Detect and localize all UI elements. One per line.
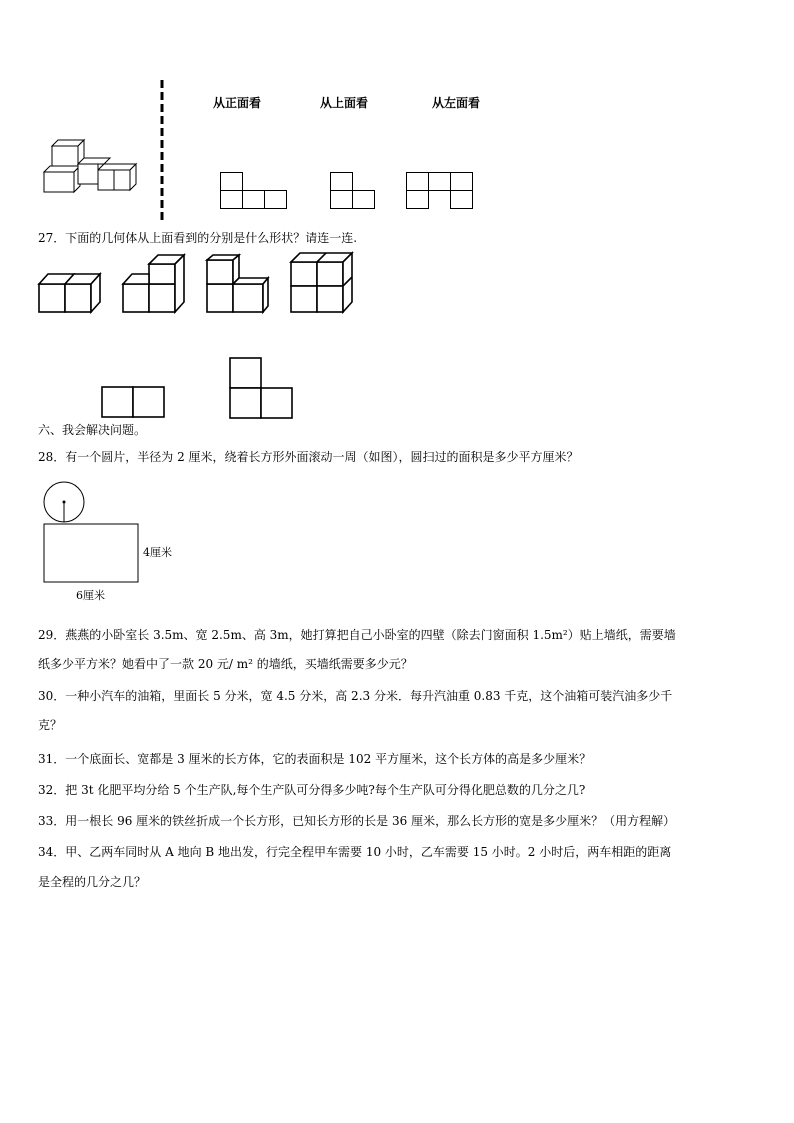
q32-text: 32．把 3t 化肥平均分给 5 个生产队,每个生产队可分得多少吨?每个生产队可分得化肥总数的几分之几?	[38, 783, 586, 797]
front-view-shape	[220, 172, 290, 212]
dashed-divider	[160, 80, 164, 222]
solid-1	[38, 270, 102, 314]
q29-line2: 纸多少平方米？她看中了一款 20 元/ m² 的墙纸，买墙纸需要多少元？	[38, 657, 413, 671]
cube-stack-figure	[40, 138, 140, 196]
q27-text: 27．下面的几何体从上面看到的分别是什么形状？请连一连.	[38, 231, 358, 245]
circle-rectangle-figure	[40, 480, 180, 585]
q30-line1: 30．一种小汽车的油箱，里面长 5 分米，宽 4.5 分米，高 2.3 分米．每升汽油重 0.83 千克，这个油箱可装汽油多少千	[38, 689, 673, 703]
answer-shape-1	[101, 386, 167, 420]
q34-line1: 34．甲、乙两车同时从 A 地向 B 地出发，行完全程甲车需要 10 小时，乙车需要 15 小时。2 小时后，两车相距的距离	[38, 845, 672, 859]
q30-line2: 克？	[38, 718, 63, 732]
q34-line2: 是全程的几分之几？	[38, 875, 147, 889]
solid-4	[290, 252, 354, 314]
answer-shape-2	[229, 357, 295, 420]
q29-line1: 29．燕燕的小卧室长 3.5m、宽 2.5m、高 3m，她打算把自己小卧室的四壁（除去门窗面积 1.5m²）贴上墙纸，需要墙	[38, 628, 676, 642]
front-view-label: 从正面看	[213, 96, 262, 110]
left-view-label: 从左面看	[432, 96, 481, 110]
q28-text: 28．有一个圆片，半径为 2 厘米，绕着长方形外面滚动一周（如图），圆扫过的面积是多少平方厘米？	[38, 450, 579, 464]
section-6-title: 六、我会解决问题。	[38, 423, 147, 437]
solid-3	[206, 254, 270, 314]
rect-height-label: 4厘米	[143, 546, 172, 559]
rect-width-label: 6厘米	[76, 589, 105, 602]
solid-2	[122, 254, 186, 314]
q31-text: 31．一个底面长、宽都是 3 厘米的长方体，它的表面积是 102 平方厘米，这个长方体的高是多少厘米？	[38, 752, 592, 766]
left-view-shape	[406, 172, 476, 212]
q33-text: 33．用一根长 96 厘米的铁丝折成一个长方形，已知长方形的长是 36 厘米，那么长方形的宽是多少厘米？（用方程解）	[38, 814, 676, 828]
top-view-shape	[330, 172, 380, 212]
top-view-label: 从上面看	[320, 96, 369, 110]
